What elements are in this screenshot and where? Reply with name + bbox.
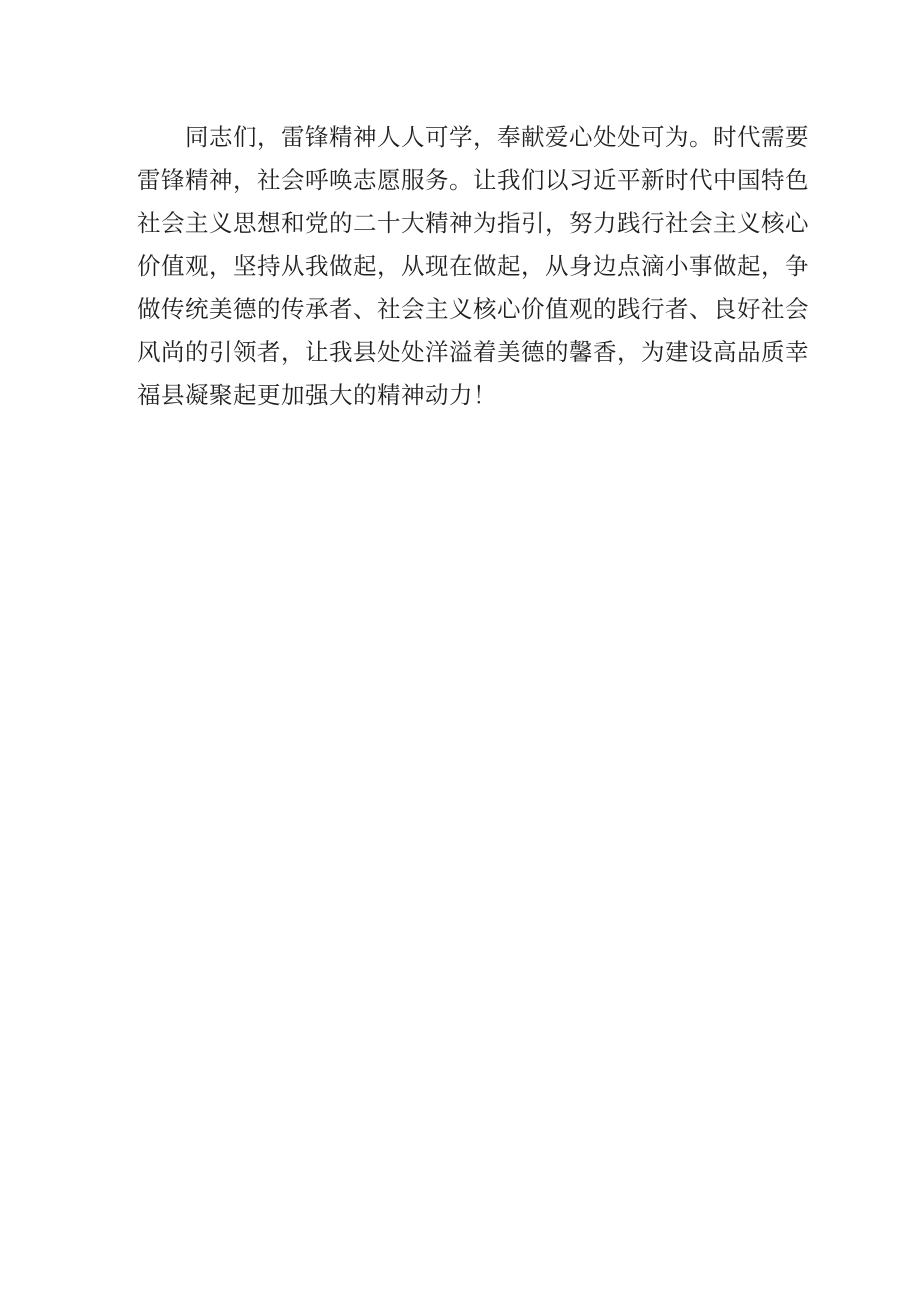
- text-line: 同志们，雷锋精神人人可学，奉献爱心处处可为。时代需要: [185, 125, 809, 151]
- text-line: 社会主义思想和党的二十大精神为指引，努力践行社会主义核心: [137, 211, 809, 237]
- text-line: 做传统美德的传承者、社会主义核心价值观的践行者、良好社会: [137, 297, 809, 323]
- text-line: 雷锋精神，社会呼唤志愿服务。让我们以习近平新时代中国特色: [137, 168, 809, 194]
- text-line: 价值观，坚持从我做起，从现在做起，从身边点滴小事做起，争: [137, 254, 809, 280]
- text-line: 风尚的引领者，让我县处处洋溢着美德的馨香，为建设高品质幸: [137, 340, 809, 366]
- text-line: 福县凝聚起更加强大的精神动力！: [137, 383, 497, 409]
- paragraph: [137, 117, 809, 418]
